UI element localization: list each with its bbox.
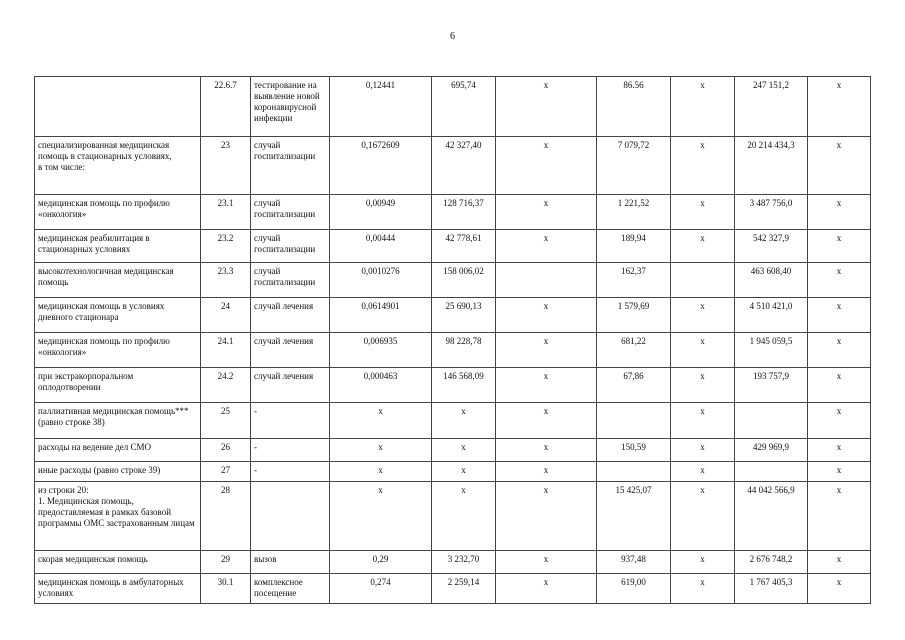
row-number: 23 (201, 137, 251, 195)
col-6-value: 542 327,9 (735, 230, 808, 263)
col-1-value: х (330, 439, 432, 462)
col-7-value: х (808, 574, 871, 604)
col-4-value: 1 579,69 (597, 298, 671, 333)
row-name: медицинская помощь по профилю «онкология» (35, 333, 201, 368)
row-unit: - (251, 439, 330, 462)
col-4-value: 681,22 (597, 333, 671, 368)
table-row (35, 482, 871, 551)
col-7-value: х (808, 368, 871, 403)
col-5-value: х (671, 482, 735, 551)
row-name: при экстракорпоральном оплодотворении (35, 368, 201, 403)
col-3-value: х (496, 462, 597, 482)
col-4-value (597, 462, 671, 482)
row-name: паллиативная медицинская помощь*** (равно строке 38) (35, 403, 201, 439)
col-6-value (735, 462, 808, 482)
col-5-value: х (671, 298, 735, 333)
row-unit: случай лечения (251, 368, 330, 403)
col-3-value: х (496, 298, 597, 333)
row-unit: случай госпитализации (251, 263, 330, 298)
col-7-value: х (808, 195, 871, 230)
row-unit: случай госпитализации (251, 230, 330, 263)
row-unit (251, 482, 330, 551)
col-5-value: х (671, 137, 735, 195)
col-5-value: х (671, 195, 735, 230)
col-3-value: х (496, 482, 597, 551)
col-1-value: 0,29 (330, 551, 432, 574)
row-number: 25 (201, 403, 251, 439)
row-name (35, 77, 201, 137)
col-3-value: х (496, 439, 597, 462)
row-number: 24.1 (201, 333, 251, 368)
col-2-value: 695,74 (432, 77, 496, 137)
col-2-value: х (432, 403, 496, 439)
col-3-value: х (496, 230, 597, 263)
col-5-value: х (671, 439, 735, 462)
table-row (35, 263, 871, 298)
col-4-value: 67,86 (597, 368, 671, 403)
col-1-value: 0,274 (330, 574, 432, 604)
col-7-value: х (808, 137, 871, 195)
col-7-value: х (808, 482, 871, 551)
row-name: медицинская помощь по профилю «онкология» (35, 195, 201, 230)
row-number: 22.6.7 (201, 77, 251, 137)
col-3-value: х (496, 195, 597, 230)
col-2-value: 158 006,02 (432, 263, 496, 298)
col-1-value: х (330, 462, 432, 482)
row-name: скорая медицинская помощь (35, 551, 201, 574)
col-4-value: 7 079,72 (597, 137, 671, 195)
col-4-value: 619,00 (597, 574, 671, 604)
table-row (35, 77, 871, 137)
table-row (35, 551, 871, 574)
col-5-value: х (671, 230, 735, 263)
col-2-value: 146 568,09 (432, 368, 496, 403)
col-5-value: х (671, 333, 735, 368)
col-4-value: 189,94 (597, 230, 671, 263)
table-row (35, 403, 871, 439)
col-1-value: 0,00444 (330, 230, 432, 263)
col-7-value: х (808, 551, 871, 574)
row-name: расходы на ведение дел СМО (35, 439, 201, 462)
col-3-value: х (496, 403, 597, 439)
col-4-value: 1 221,52 (597, 195, 671, 230)
row-number: 23.2 (201, 230, 251, 263)
col-1-value: 0,0010276 (330, 263, 432, 298)
row-unit: комплексное посещение (251, 574, 330, 604)
row-name: специализированная медицинская помощь в стационарных условиях, в том числе: (35, 137, 201, 195)
col-2-value: 42 327,40 (432, 137, 496, 195)
col-3-value (496, 263, 597, 298)
col-4-value: 86.56 (597, 77, 671, 137)
col-7-value: х (808, 263, 871, 298)
col-1-value: 0,000463 (330, 368, 432, 403)
table-row (35, 574, 871, 604)
col-6-value: 429 969,9 (735, 439, 808, 462)
col-7-value: х (808, 298, 871, 333)
table-row (35, 137, 871, 195)
col-1-value: 0,006935 (330, 333, 432, 368)
row-number: 23.3 (201, 263, 251, 298)
col-2-value: х (432, 462, 496, 482)
row-unit: случай лечения (251, 298, 330, 333)
table-row (35, 368, 871, 403)
page-number: 6 (450, 31, 455, 42)
row-name: высокотехнологичная медицинская помощь (35, 263, 201, 298)
col-6-value: 1 767 405,3 (735, 574, 808, 604)
col-3-value: х (496, 368, 597, 403)
col-5-value: х (671, 574, 735, 604)
col-5-value: х (671, 462, 735, 482)
col-6-value: 3 487 756,0 (735, 195, 808, 230)
col-6-value: 20 214 434,3 (735, 137, 808, 195)
col-4-value: 15 425,07 (597, 482, 671, 551)
row-number: 30.1 (201, 574, 251, 604)
col-2-value: х (432, 439, 496, 462)
col-7-value: х (808, 439, 871, 462)
row-number: 24.2 (201, 368, 251, 403)
row-number: 29 (201, 551, 251, 574)
col-4-value: 937,48 (597, 551, 671, 574)
col-6-value: 193 757,9 (735, 368, 808, 403)
row-number: 26 (201, 439, 251, 462)
col-3-value: х (496, 137, 597, 195)
col-3-value: х (496, 77, 597, 137)
row-unit: случай госпитализации (251, 137, 330, 195)
col-4-value (597, 403, 671, 439)
col-1-value: 0,1672609 (330, 137, 432, 195)
col-3-value: х (496, 574, 597, 604)
table-row (35, 439, 871, 462)
row-number: 23.1 (201, 195, 251, 230)
col-1-value: 0,0614901 (330, 298, 432, 333)
col-5-value (671, 263, 735, 298)
row-unit: случай лечения (251, 333, 330, 368)
col-6-value: 44 042 566,9 (735, 482, 808, 551)
row-name: медицинская реабилитация в стационарных условиях (35, 230, 201, 263)
col-1-value: 0,12441 (330, 77, 432, 137)
col-7-value: х (808, 333, 871, 368)
col-7-value: х (808, 77, 871, 137)
col-3-value: х (496, 551, 597, 574)
col-6-value (735, 403, 808, 439)
col-5-value: х (671, 403, 735, 439)
col-6-value: 247 151,2 (735, 77, 808, 137)
table-row (35, 462, 871, 482)
data-table (34, 76, 871, 604)
col-2-value: 128 716,37 (432, 195, 496, 230)
row-unit: - (251, 462, 330, 482)
row-unit: вызов (251, 551, 330, 574)
col-1-value: х (330, 482, 432, 551)
col-2-value: 25 690,13 (432, 298, 496, 333)
col-7-value: х (808, 462, 871, 482)
col-6-value: 1 945 059,5 (735, 333, 808, 368)
row-name: иные расходы (равно строке 39) (35, 462, 201, 482)
col-6-value: 2 676 748,2 (735, 551, 808, 574)
col-3-value: х (496, 333, 597, 368)
row-name: медицинская помощь в условиях дневного стационара (35, 298, 201, 333)
row-number: 28 (201, 482, 251, 551)
col-6-value: 4 510 421,0 (735, 298, 808, 333)
col-4-value: 162,37 (597, 263, 671, 298)
table-row (35, 333, 871, 368)
col-4-value: 150,59 (597, 439, 671, 462)
col-5-value: х (671, 551, 735, 574)
row-number: 24 (201, 298, 251, 333)
col-5-value: х (671, 368, 735, 403)
col-2-value: 2 259,14 (432, 574, 496, 604)
row-unit: - (251, 403, 330, 439)
table-row (35, 195, 871, 230)
table-row (35, 230, 871, 263)
col-1-value: х (330, 403, 432, 439)
col-6-value: 463 608,40 (735, 263, 808, 298)
row-name: медицинская помощь в амбулаторных условиях (35, 574, 201, 604)
col-1-value: 0,00949 (330, 195, 432, 230)
col-7-value: х (808, 403, 871, 439)
col-2-value: 42 778,61 (432, 230, 496, 263)
row-unit: тестирование на выявление новой коронавирусной инфекции (251, 77, 330, 137)
row-unit: случай госпитализации (251, 195, 330, 230)
col-5-value: х (671, 77, 735, 137)
row-number: 27 (201, 462, 251, 482)
col-2-value: х (432, 482, 496, 551)
row-name: из строки 20: 1. Медицинская помощь, предоставляемая в рамках базовой программы ОМС застрахованным лицам (35, 482, 201, 551)
table-row (35, 298, 871, 333)
col-2-value: 98 228,78 (432, 333, 496, 368)
col-7-value: х (808, 230, 871, 263)
col-2-value: 3 232,70 (432, 551, 496, 574)
